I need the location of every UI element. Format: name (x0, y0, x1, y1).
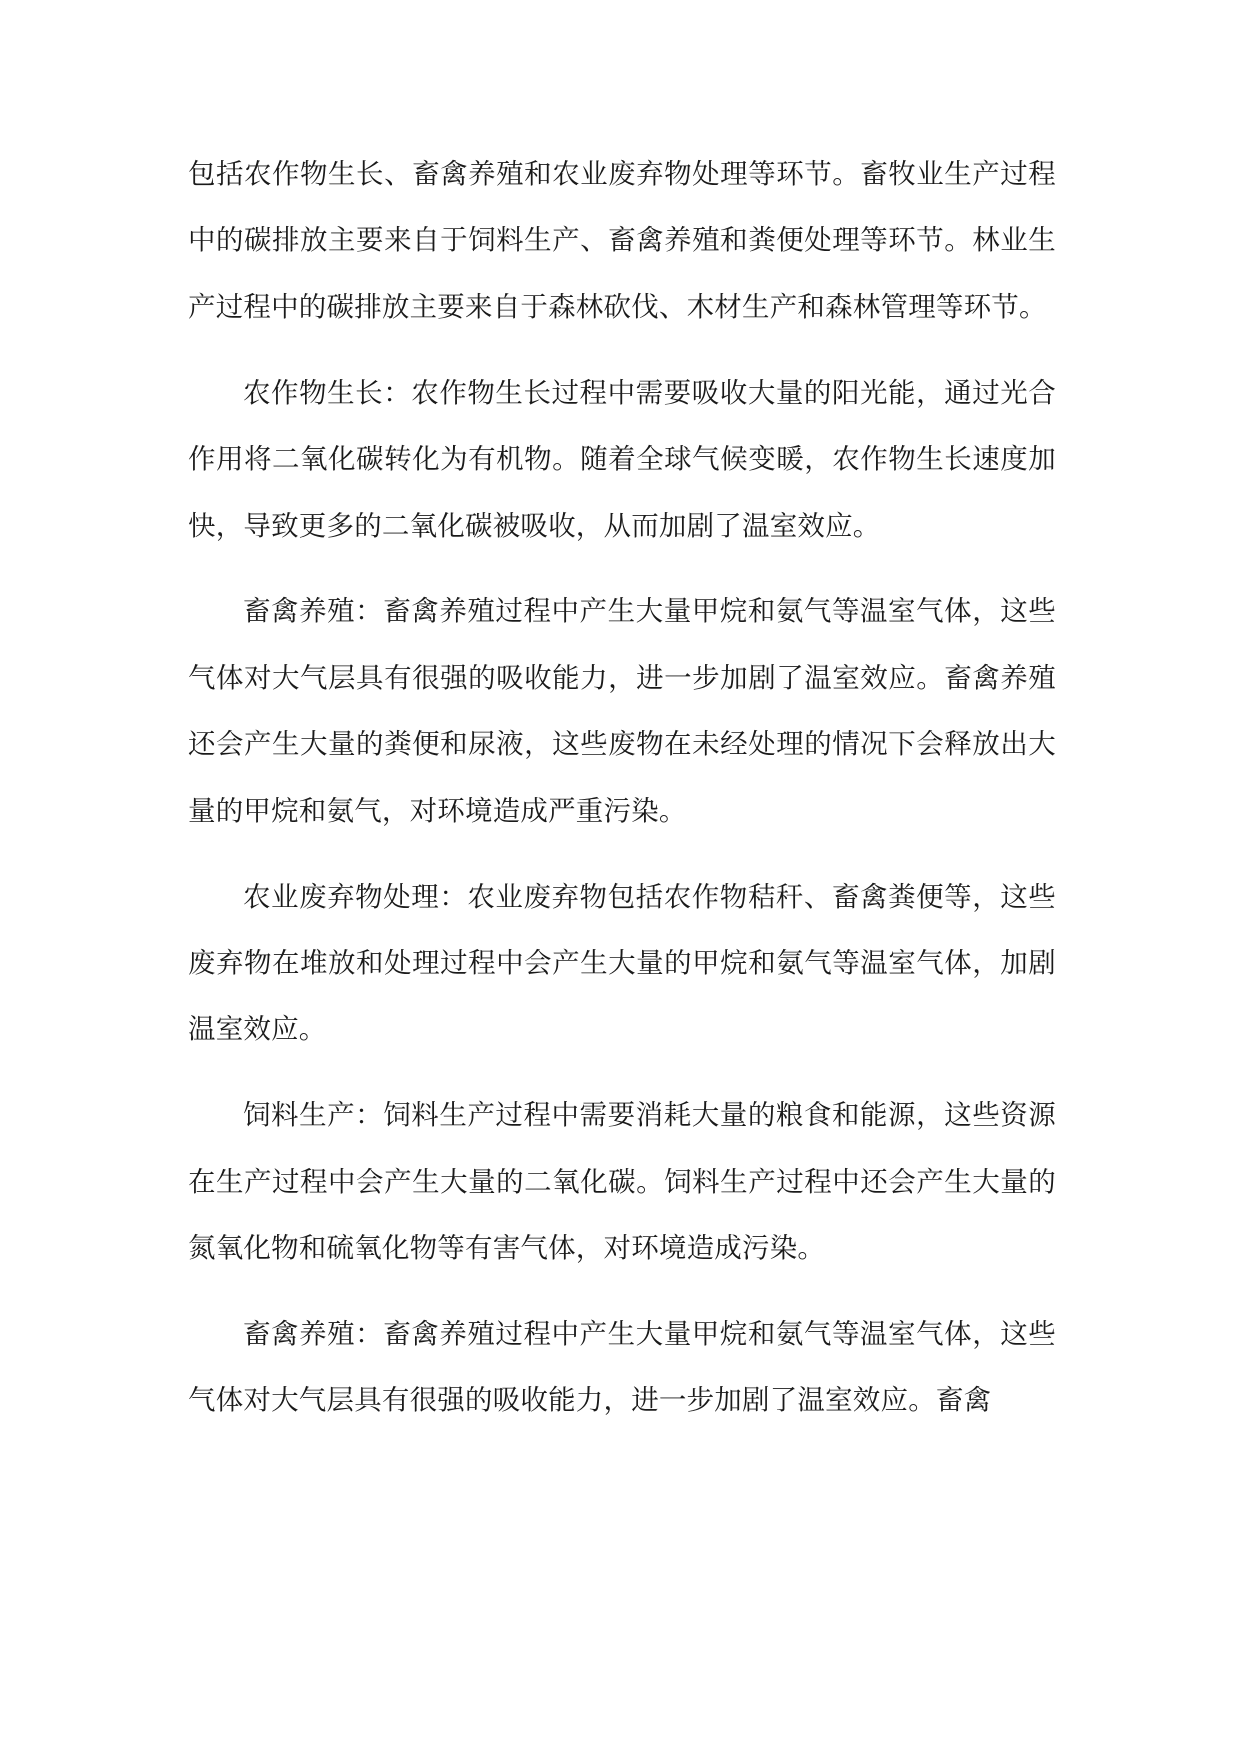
paragraph-agricultural-waste: 农业废弃物处理：农业废弃物包括农作物秸秆、畜禽粪便等，这些废弃物在堆放和处理过程中会产生大量的甲烷和氨气等温室气体，加剧温室效应。 (188, 880, 1056, 1046)
paragraph-feed-production: 饲料生产：饲料生产过程中需要消耗大量的粮食和能源，这些资源在生产过程中会产生大量的二氧化碳。饲料生产过程中还会产生大量的氮氧化物和硫氧化物等有害气体，对环境造成污染。 (188, 1099, 1056, 1265)
paragraph-crop-growth: 农作物生长：农作物生长过程中需要吸收大量的阳光能，通过光合作用将二氧化碳转化为有机物。随着全球气候变暖，农作物生长速度加快，导致更多的二氧化碳被吸收，从而加剧了温室效应。 (188, 376, 1056, 542)
paragraph-continuation: 包括农作物生长、畜禽养殖和农业废弃物处理等环节。畜牧业生产过程中的碳排放主要来自于饲料生产、畜禽养殖和粪便处理等环节。林业生产过程中的碳排放主要来自于森林砍伐、木材生产和森林管理等环节。 (188, 158, 1056, 323)
paragraph-livestock-breeding-repeat: 畜禽养殖：畜禽养殖过程中产生大量甲烷和氨气等温室气体，这些气体对大气层具有很强的吸收能力，进一步加剧了温室效应。畜禽 (188, 1318, 1056, 1417)
document-body (188, 141, 1056, 1434)
paragraph-livestock-breeding: 畜禽养殖：畜禽养殖过程中产生大量甲烷和氨气等温室气体，这些气体对大气层具有很强的吸收能力，进一步加剧了温室效应。畜禽养殖还会产生大量的粪便和尿液，这些废物在未经处理的情况下会释放出大量的甲烷和氨气，对环境造成严重污染。 (188, 595, 1056, 827)
